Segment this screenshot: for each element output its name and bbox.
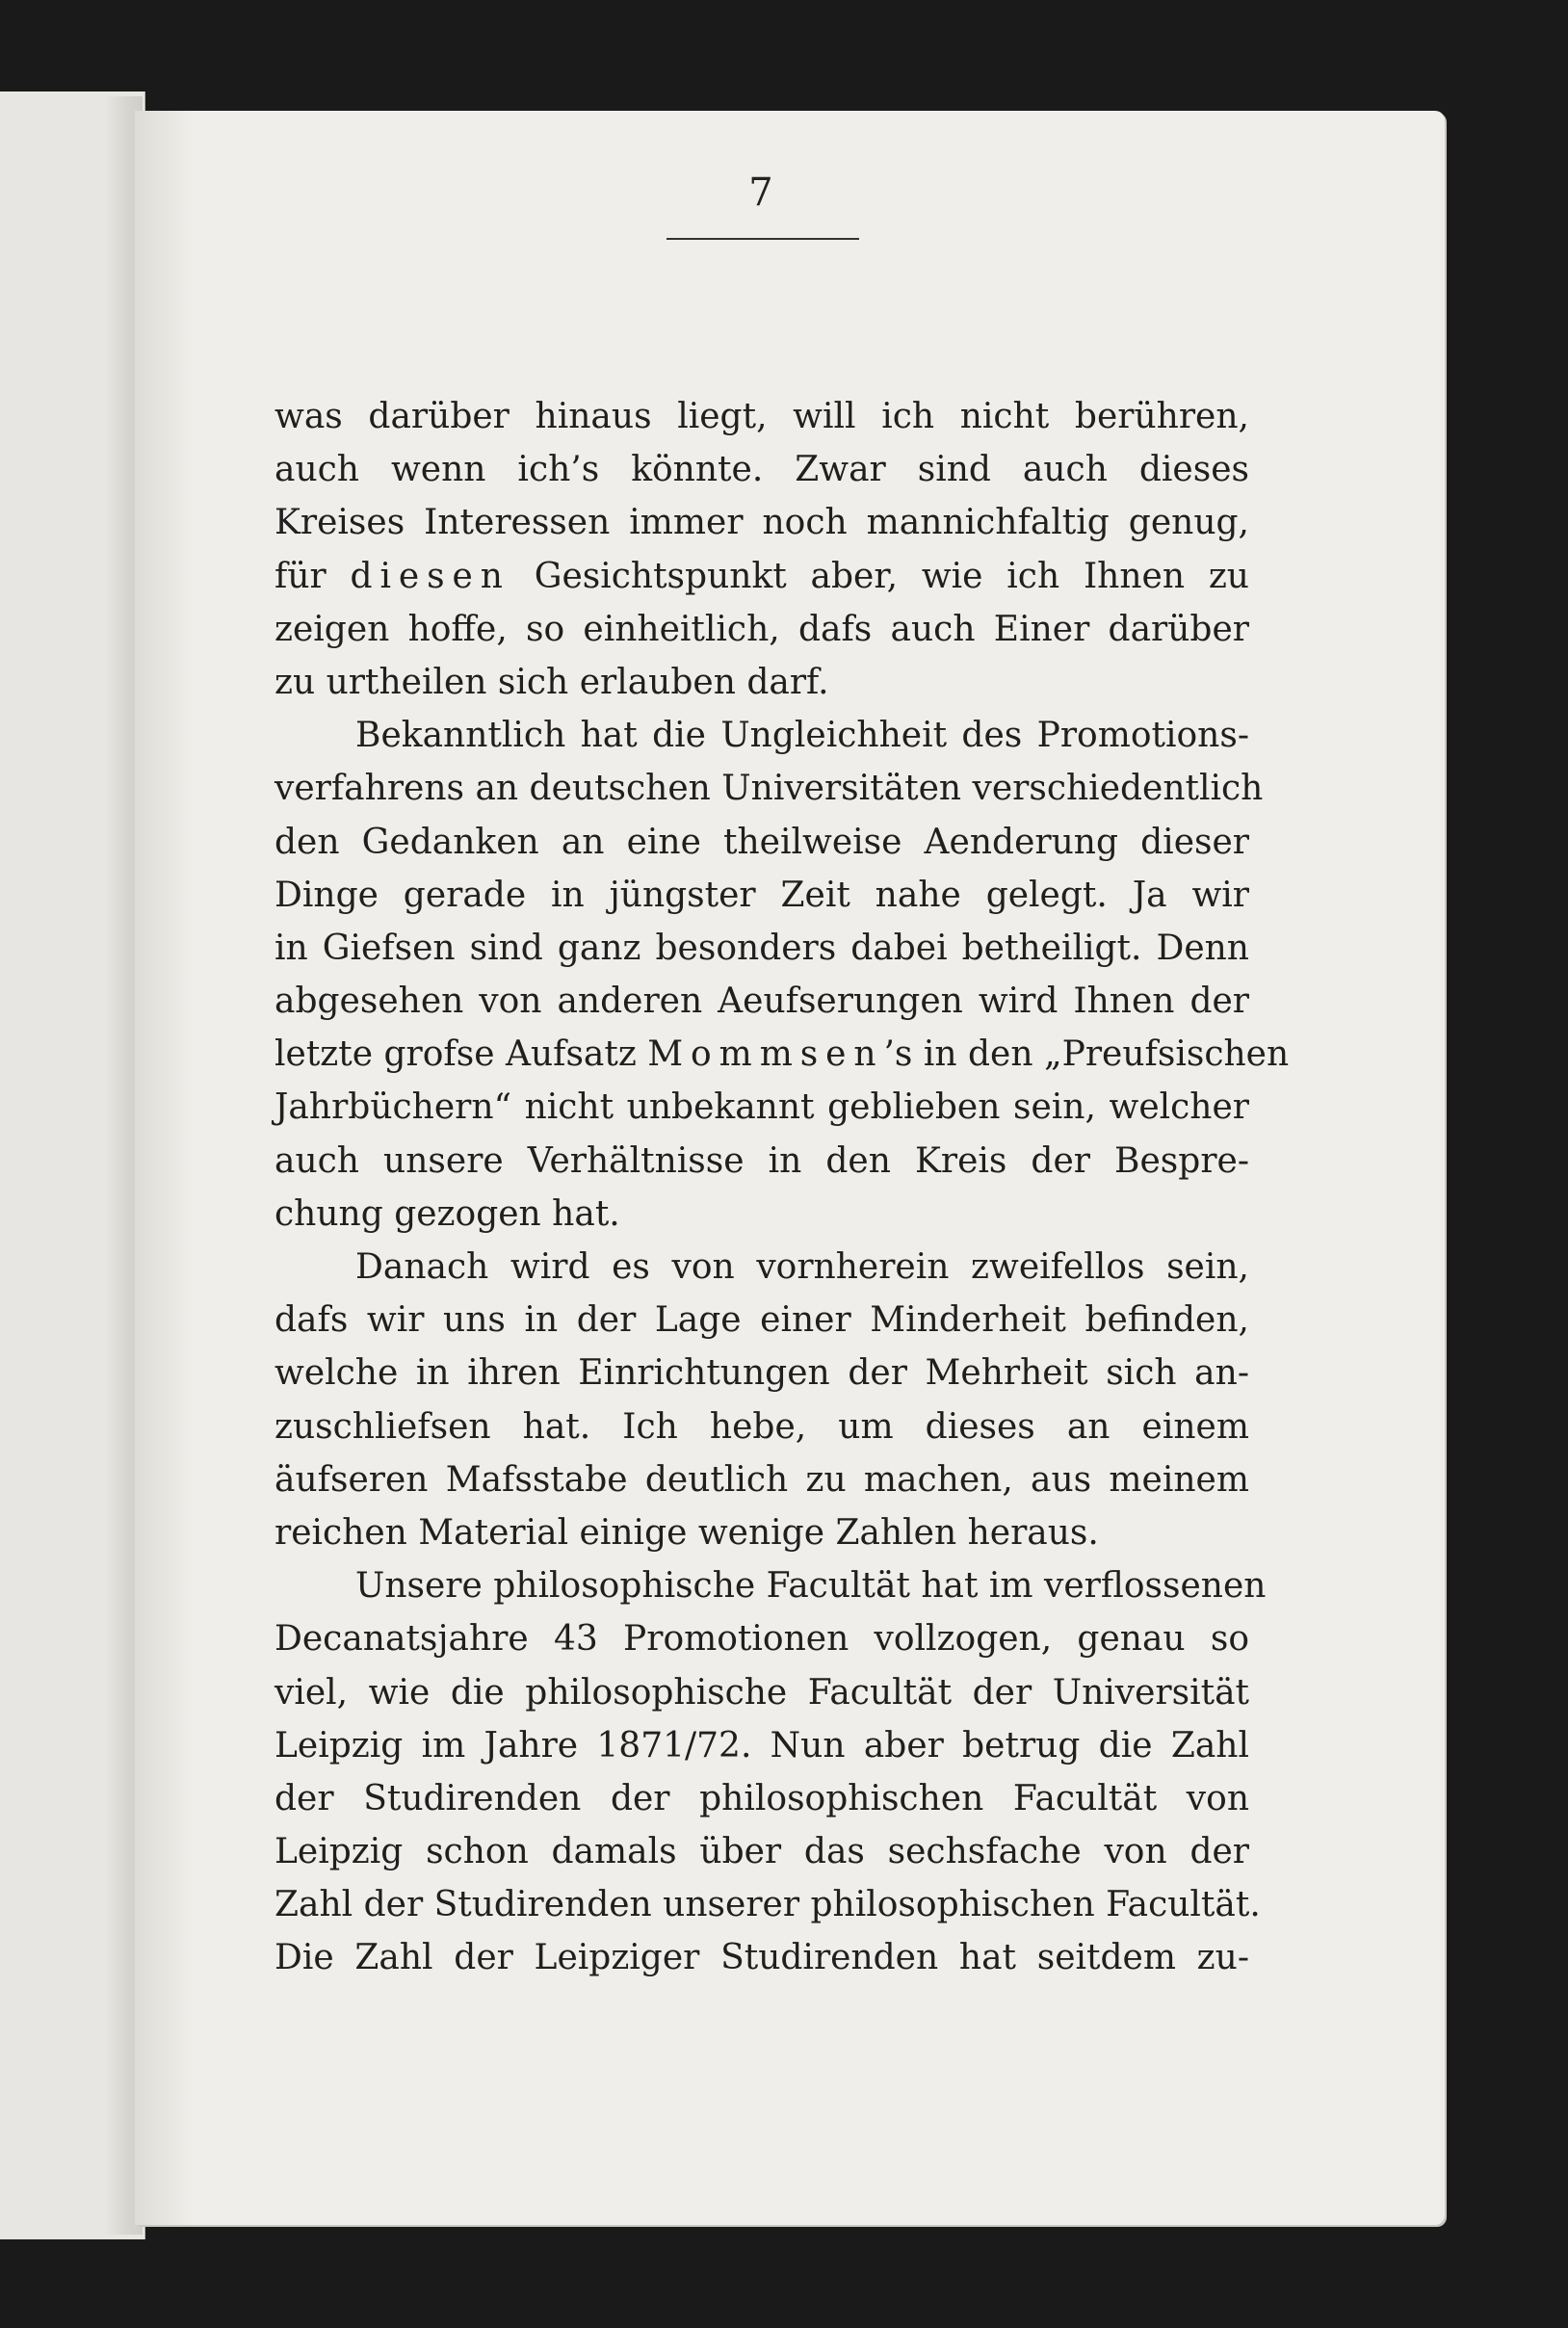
- text-line: welche in ihren Einrichtungen der Mehrheit sich an-: [274, 1353, 1249, 1394]
- text-line: den Gedanken an eine theilweise Aenderung dieser: [274, 822, 1249, 862]
- text-line: Zahl der Studirenden unserer philosophischen Facultät.: [274, 1885, 1261, 1925]
- text-line: Die Zahl der Leipziger Studirenden hat seitdem zu-: [274, 1938, 1249, 1978]
- text-line: verfahrens an deutschen Universitäten verschiedentlich: [274, 769, 1264, 809]
- text-line: Leipzig im Jahre 1871/72. Nun aber betrug die Zahl: [274, 1725, 1249, 1766]
- text-line: Danach wird es von vornherein zweifellos sein,: [355, 1247, 1249, 1287]
- text-line: zeigen hoffe, so einheitlich, dafs auch Einer darüber: [274, 609, 1249, 649]
- text-line: dafs wir uns in der Lage einer Minderheit befinden,: [274, 1300, 1249, 1341]
- body-text: [274, 390, 1290, 1985]
- text-line: Decanatsjahre 43 Promotionen vollzogen, genau so: [274, 1619, 1249, 1660]
- text-line: äufseren Mafsstabe deutlich zu machen, aus meinem: [274, 1459, 1249, 1500]
- page-number: 7: [748, 170, 773, 215]
- text-line: viel, wie die philosophische Facultät der Universität: [274, 1672, 1249, 1713]
- text-line: abgesehen von anderen Aeufserungen wird Ihnen der: [274, 981, 1249, 1022]
- text-line: was darüber hinaus liegt, will ich nicht berühren,: [274, 397, 1249, 436]
- page-gutter-shadow: [135, 111, 193, 2225]
- text-line: letzte grofse Aufsatz Mommsen’s in den „Preufsischen: [274, 1034, 1290, 1075]
- text-line: Unsere philosophische Facultät hat im verflossenen: [355, 1566, 1267, 1607]
- text-line: für diesen Gesichtspunkt aber, wie ich Ihnen zu: [274, 556, 1249, 596]
- text-line: Jahrbüchern“ nicht unbekannt geblieben sein, welcher: [274, 1087, 1249, 1128]
- text-line: der Studirenden der philosophischen Facultät von: [274, 1778, 1249, 1818]
- text-line: reichen Material einige wenige Zahlen heraus.: [274, 1512, 1099, 1553]
- text-line: Bekanntlich hat die Ungleichheit des Promotions-: [355, 716, 1249, 756]
- text-line: zu urtheilen sich erlauben darf.: [274, 662, 829, 702]
- text-line: auch unsere Verhältnisse in den Kreis der Bespre-: [274, 1140, 1249, 1181]
- text-line: in Giefsen sind ganz besonders dabei betheiligt. Denn: [274, 928, 1249, 968]
- text-line: Kreises Interessen immer noch mannichfaltig genug,: [274, 503, 1249, 543]
- text-line: Leipzig schon damals über das sechsfache von der: [274, 1832, 1249, 1872]
- text-line: Dinge gerade in jüngster Zeit nahe gelegt. Ja wir: [274, 875, 1249, 915]
- emphasized-word: diesen: [350, 556, 510, 596]
- text-line: zuschliefsen hat. Ich hebe, um dieses an einem: [274, 1406, 1249, 1447]
- text-line: auch wenn ich’s könnte. Zwar sind auch dieses: [274, 450, 1249, 490]
- header-rule: [666, 238, 859, 240]
- emphasized-word: Mommsen: [647, 1034, 884, 1075]
- text-line: chung gezogen hat.: [274, 1193, 620, 1234]
